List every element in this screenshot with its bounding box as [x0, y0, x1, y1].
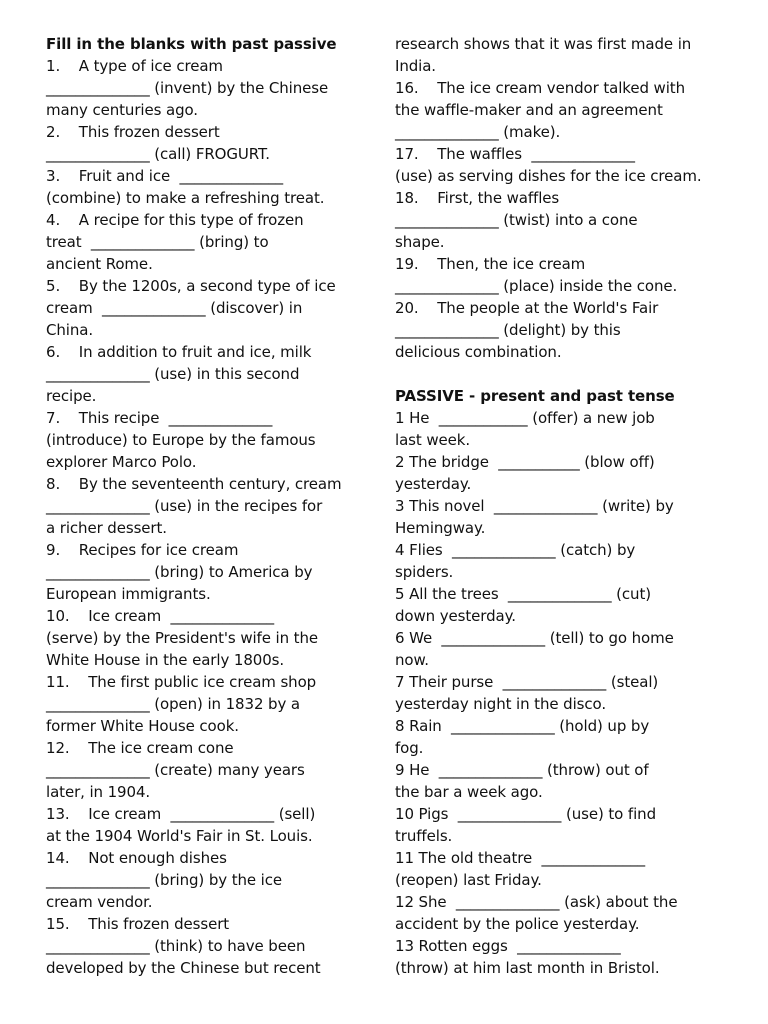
exercise-line: 10. Ice cream ______________	[46, 607, 275, 625]
exercise-line: 7 Their purse ______________ (steal)	[395, 673, 659, 691]
exercise-line: Hemingway.	[395, 519, 486, 537]
exercise-line: 16. The ice cream vendor talked with	[395, 79, 685, 97]
left-column	[46, 33, 376, 979]
exercise-line: 8. By the seventeenth century, cream	[46, 475, 342, 493]
exercise-line: 7. This recipe ______________	[46, 409, 273, 427]
exercise-line: China.	[46, 321, 94, 339]
exercise-line: European immigrants.	[46, 585, 211, 603]
exercise-line: research shows that it was first made in	[395, 35, 692, 53]
exercise-line: ______________ (think) to have been	[46, 937, 306, 955]
exercise-line: ______________ (delight) by this	[395, 321, 621, 339]
exercise-line: 14. Not enough dishes	[46, 849, 227, 867]
exercise-line: 11 The old theatre ______________	[395, 849, 646, 867]
exercise-line: ______________ (bring) by the ice	[46, 871, 283, 889]
exercise-line: (introduce) to Europe by the famous	[46, 431, 316, 449]
exercise-line: ancient Rome.	[46, 255, 153, 273]
exercise-line: 18. First, the waffles	[395, 189, 560, 207]
exercise-line: 2. This frozen dessert	[46, 123, 220, 141]
exercise-line: 12. The ice cream cone	[46, 739, 234, 757]
exercise-line: the bar a week ago.	[395, 783, 543, 801]
exercise-line: a richer dessert.	[46, 519, 167, 537]
exercise-line: now.	[395, 651, 429, 669]
exercise-line: ______________ (use) in the recipes for	[46, 497, 323, 515]
exercise-line: cream ______________ (discover) in	[46, 299, 303, 317]
exercise-line: later, in 1904.	[46, 783, 151, 801]
exercise-line: 9. Recipes for ice cream	[46, 541, 239, 559]
exercise-line: 5. By the 1200s, a second type of ice	[46, 277, 336, 295]
worksheet-title: Fill in the blanks with past passive	[46, 35, 337, 53]
exercise-line: ______________ (open) in 1832 by a	[46, 695, 301, 713]
exercise-line: (throw) at him last month in Bristol.	[395, 959, 660, 977]
exercise-line: former White House cook.	[46, 717, 239, 735]
exercise-line: 19. Then, the ice cream	[395, 255, 586, 273]
exercise-line: ______________ (place) inside the cone.	[395, 277, 678, 295]
exercise-line: ______________ (make).	[395, 123, 561, 141]
exercise-line: ______________ (bring) to America by	[46, 563, 313, 581]
exercise-line: the waffle-maker and an agreement	[395, 101, 663, 119]
exercise-line: (serve) by the President's wife in the	[46, 629, 318, 647]
exercise-line: India.	[395, 57, 436, 75]
exercise-line: 15. This frozen dessert	[46, 915, 230, 933]
exercise-line: 10 Pigs ______________ (use) to find	[395, 805, 657, 823]
exercise-line: 6. In addition to fruit and ice, milk	[46, 343, 312, 361]
exercise-line: ______________ (use) in this second	[46, 365, 300, 383]
exercise-line: 12 She ______________ (ask) about the	[395, 893, 678, 911]
exercise-line: spiders.	[395, 563, 454, 581]
exercise-line: yesterday night in the disco.	[395, 695, 607, 713]
exercise-line: 4 Flies ______________ (catch) by	[395, 541, 636, 559]
exercise-line: 11. The first public ice cream shop	[46, 673, 317, 691]
section-title: PASSIVE - present and past tense	[395, 387, 675, 405]
exercise-line: shape.	[395, 233, 445, 251]
exercise-line: 2 The bridge ___________ (blow off)	[395, 453, 655, 471]
exercise-line: down yesterday.	[395, 607, 516, 625]
section-spacer	[395, 363, 730, 385]
exercise-line: last week.	[395, 431, 471, 449]
exercise-line: 20. The people at the World's Fair	[395, 299, 659, 317]
exercise-line: yesterday.	[395, 475, 472, 493]
exercise-line: ______________ (call) FROGURT.	[46, 145, 270, 163]
exercise-line: accident by the police yesterday.	[395, 915, 640, 933]
exercise-line: 6 We ______________ (tell) to go home	[395, 629, 674, 647]
exercise-line: (combine) to make a refreshing treat.	[46, 189, 325, 207]
right-column	[395, 33, 730, 979]
exercise-line: 13. Ice cream ______________ (sell)	[46, 805, 316, 823]
exercise-line: (use) as serving dishes for the ice cream.	[395, 167, 702, 185]
exercise-line: cream vendor.	[46, 893, 153, 911]
exercise-line: 3 This novel ______________ (write) by	[395, 497, 674, 515]
exercise-line: explorer Marco Polo.	[46, 453, 197, 471]
exercise-line: 3. Fruit and ice ______________	[46, 167, 284, 185]
exercise-line: ______________ (create) many years	[46, 761, 305, 779]
exercise-line: ______________ (invent) by the Chinese	[46, 79, 329, 97]
exercise-line: 1. A type of ice cream	[46, 57, 223, 75]
exercise-line: many centuries ago.	[46, 101, 198, 119]
exercise-line: at the 1904 World's Fair in St. Louis.	[46, 827, 313, 845]
exercise-line: truffels.	[395, 827, 453, 845]
exercise-line: 1 He ____________ (offer) a new job	[395, 409, 655, 427]
exercise-line: recipe.	[46, 387, 97, 405]
exercise-line: developed by the Chinese but recent	[46, 959, 321, 977]
exercise-line: 5 All the trees ______________ (cut)	[395, 585, 651, 603]
exercise-line: fog.	[395, 739, 424, 757]
exercise-line: 17. The waffles ______________	[395, 145, 635, 163]
exercise-line: treat ______________ (bring) to	[46, 233, 269, 251]
exercise-line: ______________ (twist) into a cone	[395, 211, 638, 229]
exercise-line: 4. A recipe for this type of frozen	[46, 211, 304, 229]
exercise-line: (reopen) last Friday.	[395, 871, 542, 889]
exercise-line: 9 He ______________ (throw) out of	[395, 761, 649, 779]
exercise-line: 13 Rotten eggs ______________	[395, 937, 621, 955]
exercise-line: 8 Rain ______________ (hold) up by	[395, 717, 650, 735]
exercise-line: delicious combination.	[395, 343, 562, 361]
exercise-line: White House in the early 1800s.	[46, 651, 285, 669]
